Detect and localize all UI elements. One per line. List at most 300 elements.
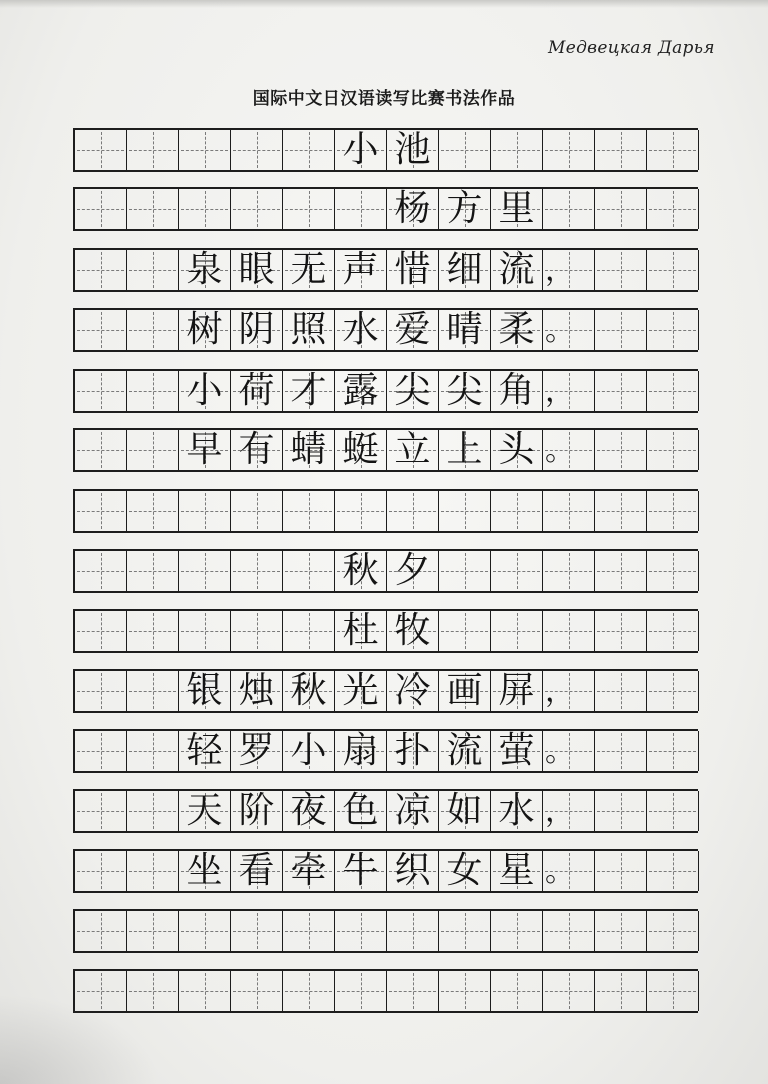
hanzi-character: ， [545,794,575,829]
grid-row [73,248,698,292]
grid-cell [543,189,595,229]
empty-cell [75,130,126,170]
hanzi-character: 扑 [394,730,431,771]
grid-cell [75,250,127,290]
empty-cell [127,430,178,470]
grid-cell [439,551,491,591]
grid-cell [231,911,283,951]
empty-cell [335,911,386,951]
grid-cell [179,491,231,531]
grid-cell [75,671,127,711]
empty-cell [283,911,334,951]
empty-cell [75,551,126,591]
grid-row [73,549,698,593]
empty-cell [543,189,594,229]
empty-cell [595,551,646,591]
hanzi-character: 屏 [498,670,535,711]
empty-cell [439,611,490,651]
hanzi-character: 小 [290,730,327,771]
empty-cell [647,310,698,350]
grid-cell [335,491,387,531]
empty-cell [647,851,698,891]
empty-cell [127,971,178,1011]
grid-cell [231,671,283,711]
grid-cell [335,971,387,1011]
empty-cell [439,911,490,951]
empty-cell [231,491,282,531]
grid-cell [75,851,127,891]
empty-cell [647,130,698,170]
empty-cell [283,611,334,651]
empty-cell [75,791,126,831]
grid-cell [595,731,647,771]
empty-cell [543,130,594,170]
grid-cell [491,851,543,891]
grid-cell [179,430,231,470]
hanzi-character: 无 [290,249,327,290]
empty-cell [283,189,334,229]
empty-cell [647,791,698,831]
grid-cell [179,189,231,229]
grid-cell [387,371,439,411]
hanzi-character: ， [545,253,575,288]
hanzi-character: 夕 [394,550,431,591]
grid-cell [75,491,127,531]
empty-cell [595,491,646,531]
empty-cell [179,551,230,591]
hanzi-character: ， [545,674,575,709]
empty-cell [127,491,178,531]
grid-cell [231,371,283,411]
grid-cell [387,491,439,531]
grid-cell [127,130,179,170]
grid-cell [543,371,595,411]
empty-cell [75,731,126,771]
empty-cell [595,911,646,951]
grid-row [73,369,698,413]
grid-row [73,128,698,172]
grid-row [73,308,698,352]
grid-cell [595,851,647,891]
hanzi-character: 女 [446,850,483,891]
grid-cell [543,731,595,771]
grid-cell [231,551,283,591]
hanzi-character: 角 [498,370,535,411]
grid-cell [491,130,543,170]
grid-cell [283,371,335,411]
grid-cell [543,250,595,290]
empty-cell [127,791,178,831]
hanzi-character: 眼 [238,249,275,290]
grid-cell [231,731,283,771]
hanzi-character: 。 [545,854,575,889]
empty-cell [127,671,178,711]
hanzi-character: 尖 [446,370,483,411]
empty-cell [75,310,126,350]
grid-cell [127,791,179,831]
grid-row [73,849,698,893]
grid-cell [179,611,231,651]
grid-cell [439,731,491,771]
grid-cell [283,491,335,531]
grid-cell [75,310,127,350]
grid-cell [75,130,127,170]
hanzi-character: 细 [446,249,483,290]
hanzi-character: 惜 [394,249,431,290]
empty-cell [75,671,126,711]
grid-cell [387,430,439,470]
empty-cell [335,189,386,229]
grid-cell [335,731,387,771]
hanzi-character: 立 [394,429,431,470]
grid-cell [335,130,387,170]
grid-cell [595,611,647,651]
grid-cell [439,130,491,170]
grid-cell [647,430,699,470]
hanzi-character: 池 [394,129,431,170]
grid-cell [491,371,543,411]
grid-cell [127,731,179,771]
empty-cell [75,851,126,891]
empty-cell [127,851,178,891]
grid-cell [543,310,595,350]
hanzi-character: 光 [342,670,379,711]
grid-row [73,669,698,713]
grid-cell [387,851,439,891]
hanzi-character: 水 [342,309,379,350]
empty-cell [179,911,230,951]
signature: Медвецкая Дарья [548,38,715,58]
grid-cell [647,250,699,290]
grid-cell [231,250,283,290]
page-title: 国际中文日汉语读写比赛书法作品 [252,89,516,109]
grid-cell [647,189,699,229]
empty-cell [75,371,126,411]
empty-cell [595,971,646,1011]
empty-cell [127,130,178,170]
empty-cell [543,551,594,591]
grid-cell [387,611,439,651]
empty-cell [543,491,594,531]
grid-cell [127,851,179,891]
grid-cell [647,551,699,591]
grid-cell [387,911,439,951]
grid-cell [335,911,387,951]
empty-cell [231,611,282,651]
grid-cell [283,310,335,350]
grid-cell [647,371,699,411]
grid-row [73,969,698,1013]
empty-cell [491,551,542,591]
grid-cell [595,430,647,470]
grid-cell [439,310,491,350]
empty-cell [179,611,230,651]
empty-cell [647,551,698,591]
hanzi-character: 小 [186,370,223,411]
grid-cell [439,371,491,411]
grid-row [73,428,698,472]
empty-cell [491,130,542,170]
hanzi-character: 杜 [342,610,379,651]
empty-cell [595,791,646,831]
grid-cell [595,189,647,229]
grid-cell [231,130,283,170]
grid-cell [543,130,595,170]
grid-cell [127,611,179,651]
grid-cell [595,671,647,711]
grid-cell [283,611,335,651]
hanzi-character: 。 [545,433,575,468]
hanzi-character: 水 [498,790,535,831]
hanzi-character: 流 [498,249,535,290]
hanzi-character: 星 [498,850,535,891]
empty-cell [595,371,646,411]
grid-cell [439,851,491,891]
grid-cell [491,551,543,591]
hanzi-character: 柔 [498,309,535,350]
grid-cell [179,851,231,891]
grid-cell [595,971,647,1011]
grid-cell [127,430,179,470]
grid-cell [127,189,179,229]
hanzi-character: 照 [290,309,327,350]
grid-cell [387,731,439,771]
hanzi-character: 蜓 [342,429,379,470]
empty-cell [647,911,698,951]
grid-cell [75,551,127,591]
grid-cell [647,611,699,651]
empty-cell [595,731,646,771]
grid-cell [335,310,387,350]
grid-cell [595,551,647,591]
empty-cell [439,971,490,1011]
empty-cell [595,310,646,350]
grid-cell [595,250,647,290]
grid-cell [335,250,387,290]
grid-cell [543,971,595,1011]
empty-cell [231,551,282,591]
empty-cell [75,611,126,651]
grid-cell [595,791,647,831]
grid-cell [127,250,179,290]
grid-cell [439,189,491,229]
empty-cell [127,731,178,771]
grid-cell [491,971,543,1011]
grid-cell [283,851,335,891]
empty-cell [491,611,542,651]
grid-cell [75,371,127,411]
hanzi-character: 罗 [238,730,275,771]
grid-cell [439,250,491,290]
grid-cell [127,971,179,1011]
grid-cell [283,189,335,229]
empty-cell [75,911,126,951]
empty-cell [543,611,594,651]
grid-cell [543,491,595,531]
grid-row [73,489,698,533]
hanzi-character: 露 [342,370,379,411]
hanzi-character: 凉 [394,790,431,831]
empty-cell [335,491,386,531]
grid-cell [543,430,595,470]
grid-cell [491,430,543,470]
hanzi-character: 秋 [290,670,327,711]
hanzi-character: 阶 [238,790,275,831]
empty-cell [335,971,386,1011]
grid-cell [491,189,543,229]
hanzi-character: 牧 [394,610,431,651]
hanzi-character: 方 [446,188,483,229]
empty-cell [387,491,438,531]
hanzi-character: 流 [446,730,483,771]
empty-cell [647,611,698,651]
grid-cell [283,250,335,290]
hanzi-character: 蜻 [290,429,327,470]
empty-cell [75,971,126,1011]
hanzi-character: 里 [498,188,535,229]
empty-cell [127,551,178,591]
grid-cell [387,250,439,290]
grid-cell [335,551,387,591]
grid-cell [127,491,179,531]
grid-cell [75,911,127,951]
empty-cell [179,491,230,531]
empty-cell [647,491,698,531]
empty-cell [439,491,490,531]
hanzi-character: 才 [290,370,327,411]
grid-cell [439,430,491,470]
empty-cell [595,851,646,891]
grid-cell [75,791,127,831]
hanzi-character: 声 [342,249,379,290]
grid-cell [647,310,699,350]
grid-cell [543,851,595,891]
empty-cell [75,250,126,290]
hanzi-character: 扇 [342,730,379,771]
grid-cell [647,971,699,1011]
hanzi-character: 。 [545,734,575,769]
grid-row [73,187,698,231]
empty-cell [231,911,282,951]
grid-cell [491,671,543,711]
hanzi-character: 烛 [238,670,275,711]
empty-cell [595,430,646,470]
empty-cell [231,189,282,229]
empty-cell [595,130,646,170]
grid-cell [179,130,231,170]
grid-cell [75,189,127,229]
grid-cell [439,611,491,651]
hanzi-character: 织 [394,850,431,891]
grid-cell [283,731,335,771]
empty-cell [647,671,698,711]
grid-cell [75,731,127,771]
grid-cell [595,310,647,350]
empty-cell [127,310,178,350]
grid-cell [439,911,491,951]
empty-cell [179,189,230,229]
hanzi-character: 尖 [394,370,431,411]
empty-cell [595,611,646,651]
hanzi-character: 银 [186,670,223,711]
hanzi-character: 小 [342,129,379,170]
grid-cell [335,611,387,651]
empty-cell [647,371,698,411]
grid-cell [127,911,179,951]
grid-cell [231,430,283,470]
grid-cell [179,551,231,591]
grid-cell [387,189,439,229]
empty-cell [595,250,646,290]
grid-cell [491,611,543,651]
grid-cell [543,551,595,591]
grid-row [73,909,698,953]
hanzi-character: 如 [446,790,483,831]
grid-cell [543,791,595,831]
hanzi-character: 牛 [342,850,379,891]
grid-cell [179,971,231,1011]
empty-cell [647,731,698,771]
grid-cell [387,130,439,170]
grid-cell [231,189,283,229]
hanzi-character: 泉 [186,249,223,290]
empty-cell [283,130,334,170]
hanzi-character: 阴 [238,309,275,350]
grid-cell [543,911,595,951]
grid-cell [439,671,491,711]
hanzi-character: 晴 [446,309,483,350]
grid-cell [439,971,491,1011]
hanzi-character: 荷 [238,370,275,411]
hanzi-character: 画 [446,670,483,711]
empty-cell [647,250,698,290]
grid-cell [387,551,439,591]
grid-cell [231,971,283,1011]
grid-cell [231,791,283,831]
grid-cell [647,791,699,831]
grid-cell [75,430,127,470]
grid-cell [231,611,283,651]
grid-cell [283,130,335,170]
hanzi-character: 冷 [394,670,431,711]
hanzi-character: 牵 [290,850,327,891]
grid-cell [283,791,335,831]
hanzi-character: 树 [186,309,223,350]
grid-cell [127,371,179,411]
empty-cell [543,911,594,951]
grid-cell [595,491,647,531]
empty-cell [283,551,334,591]
hanzi-character: 早 [186,429,223,470]
grid-cell [439,491,491,531]
grid-cell [491,791,543,831]
grid-cell [283,551,335,591]
grid-cell [335,430,387,470]
grid-cell [491,310,543,350]
grid-row [73,789,698,833]
grid-cell [387,791,439,831]
empty-cell [75,189,126,229]
grid-cell [179,791,231,831]
grid-cell [491,731,543,771]
grid-cell [283,911,335,951]
empty-cell [387,911,438,951]
grid-cell [179,911,231,951]
grid-cell [647,491,699,531]
hanzi-character: ， [545,374,575,409]
grid-cell [283,671,335,711]
empty-cell [127,250,178,290]
